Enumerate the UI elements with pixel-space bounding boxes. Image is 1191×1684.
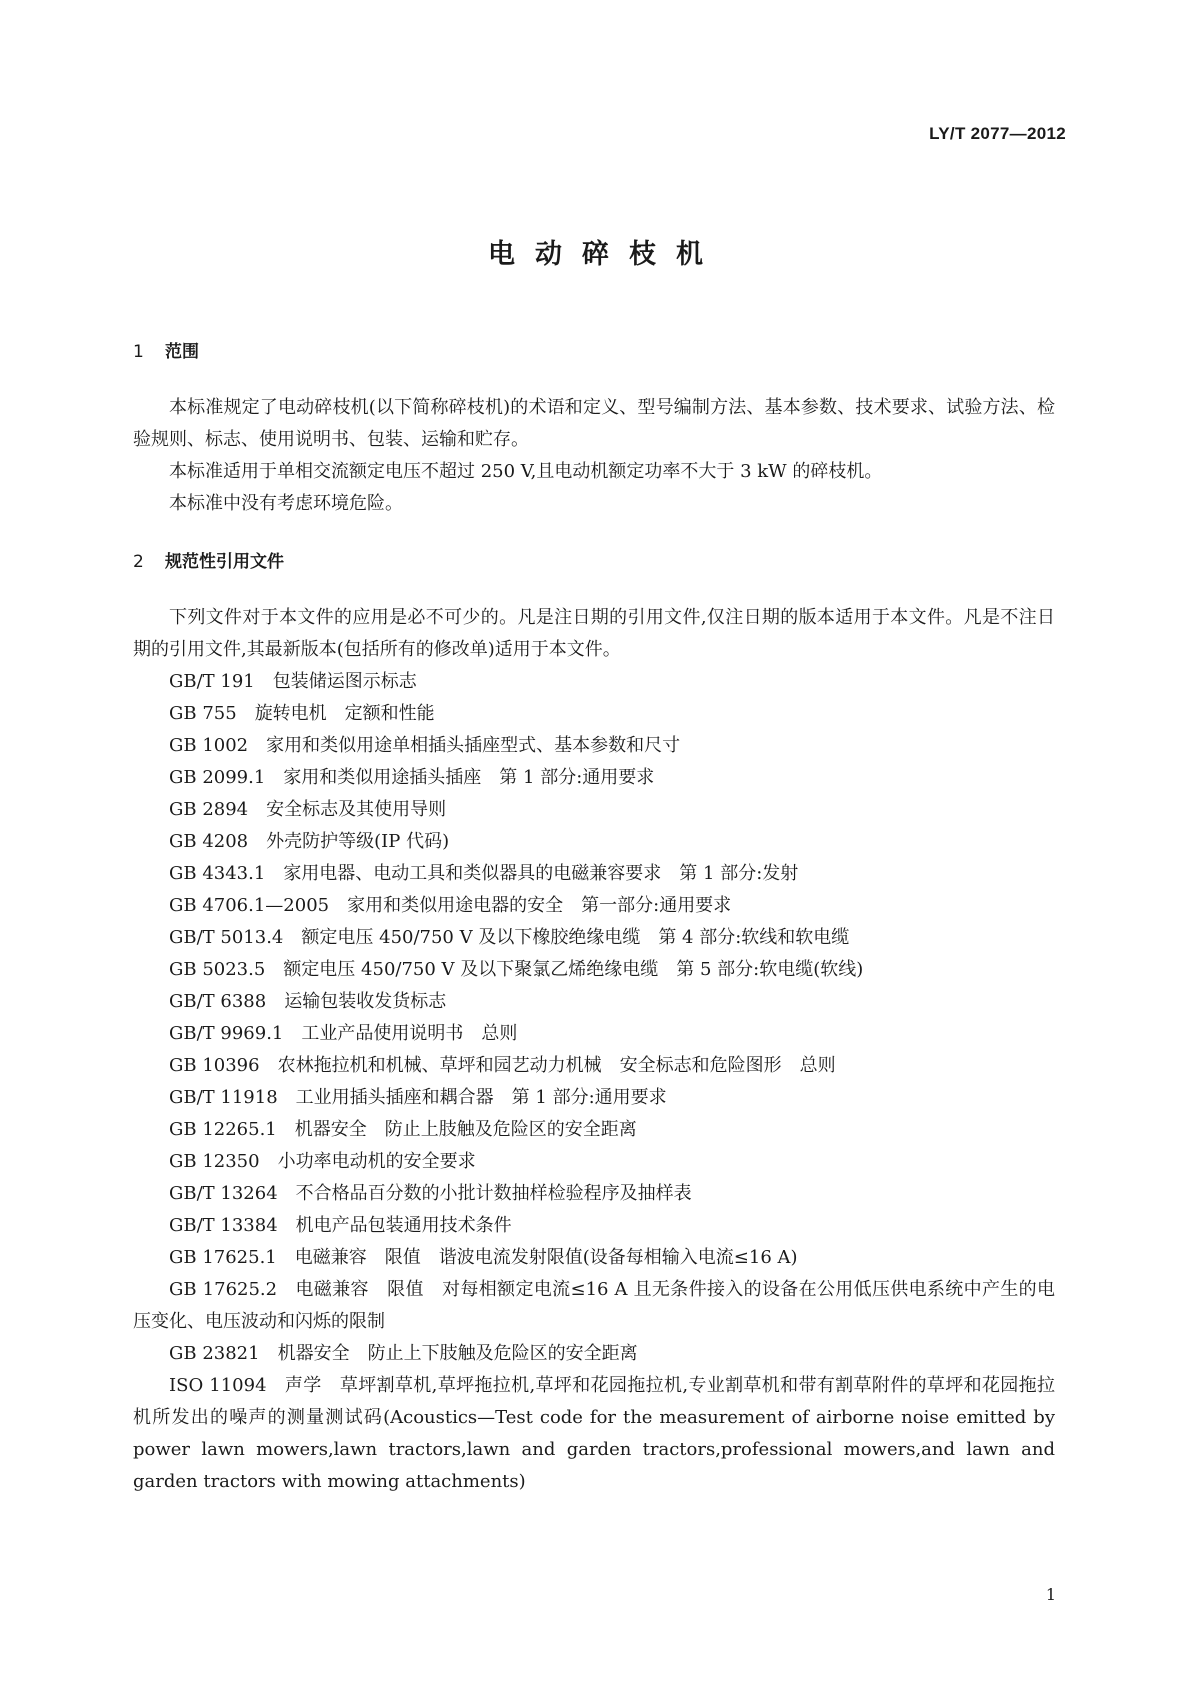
reference-code: GB 10396 [169, 1055, 260, 1076]
reference-title: 安全标志及其使用导则 [266, 799, 447, 820]
reference-item [133, 1146, 1055, 1178]
reference-code: GB 1002 [169, 735, 249, 756]
reference-code: GB/T 13264 [169, 1183, 278, 1204]
reference-code: GB 2894 [169, 799, 249, 820]
reference-item [133, 1050, 1055, 1082]
reference-title: 机器安全 防止上下肢触及危险区的安全距离 [277, 1343, 638, 1364]
reference-code: GB 12265.1 [169, 1119, 277, 1140]
document-body [133, 340, 1055, 1498]
reference-item [133, 986, 1055, 1018]
reference-item [133, 922, 1055, 954]
reference-title: 电磁兼容 限值 谐波电流发射限值(设备每相输入电流≤16 A) [294, 1247, 798, 1268]
reference-title: 小功率电动机的安全要求 [277, 1151, 476, 1172]
page-number: 1 [1045, 1585, 1056, 1604]
reference-title: 机电产品包装通用技术条件 [295, 1215, 512, 1236]
reference-item [133, 1370, 1055, 1498]
reference-item [133, 1018, 1055, 1050]
reference-item [133, 826, 1055, 858]
reference-title: 工业用插头插座和耦合器 第 1 部分:通用要求 [295, 1087, 667, 1108]
reference-title: 工业产品使用说明书 总则 [301, 1023, 518, 1044]
section-1-number: 1 [133, 342, 144, 362]
standard-code: LY/T 2077—2012 [929, 124, 1066, 143]
reference-code: GB 5023.5 [169, 959, 266, 980]
reference-title: 不合格品百分数的小批计数抽样检验程序及抽样表 [295, 1183, 692, 1204]
reference-title: 家用和类似用途电器的安全 第一部分:通用要求 [347, 895, 732, 916]
reference-item [133, 890, 1055, 922]
reference-title: 电磁兼容 限值 对每相额定电流≤16 A 且无条件接入的设备在公用低压供电系统中产生的电压变化、电压波动和闪烁的限制 [133, 1279, 1055, 1332]
reference-item [133, 730, 1055, 762]
reference-code: GB/T 11918 [169, 1087, 278, 1108]
reference-code: GB/T 9969.1 [169, 1023, 284, 1044]
reference-code: ISO 11094 [169, 1375, 267, 1396]
document-title: 电动碎枝机 [488, 239, 723, 270]
reference-item [133, 794, 1055, 826]
section-1-heading [133, 340, 1055, 364]
reference-list [133, 666, 1055, 1498]
reference-title: 额定电压 450/750 V 及以下橡胶绝缘电缆 第 4 部分:软线和软电缆 [301, 927, 850, 948]
reference-code: GB 12350 [169, 1151, 260, 1172]
reference-code: GB/T 191 [169, 671, 255, 692]
reference-item [133, 1114, 1055, 1146]
reference-title: 家用电器、电动工具和类似器具的电磁兼容要求 第 1 部分:发射 [283, 863, 799, 884]
reference-item [133, 1338, 1055, 1370]
reference-item [133, 1210, 1055, 1242]
reference-code: GB 17625.1 [169, 1247, 277, 1268]
reference-code: GB 23821 [169, 1343, 260, 1364]
reference-title: 运输包装收发货标志 [284, 991, 447, 1012]
reference-code: GB 4343.1 [169, 863, 266, 884]
reference-title: 声学 草坪割草机,草坪拖拉机,草坪和花园拖拉机,专业割草机和带有割草附件的草坪和花园拖拉机所发出的噪声的测量测试码(Acoustics—Test code for the measurement of airborne noise emitted by power lawn mowers,lawn tractors,lawn and garden tractors,professional mowers,and lawn and garden tractors with mowing attachments) [133, 1375, 1055, 1492]
reference-code: GB 2099.1 [169, 767, 266, 788]
reference-title: 外壳防护等级(IP 代码) [266, 831, 450, 852]
reference-title: 家用和类似用途插头插座 第 1 部分:通用要求 [283, 767, 655, 788]
section-1-title: 范围 [165, 342, 199, 362]
reference-item [133, 954, 1055, 986]
reference-title: 额定电压 450/750 V 及以下聚氯乙烯绝缘电缆 第 5 部分:软电缆(软线) [283, 959, 864, 980]
reference-code: GB/T 13384 [169, 1215, 278, 1236]
reference-code: GB 4208 [169, 831, 249, 852]
reference-code: GB/T 5013.4 [169, 927, 284, 948]
reference-code: GB 17625.2 [169, 1279, 278, 1300]
reference-item [133, 698, 1055, 730]
references-intro: 下列文件对于本文件的应用是必不可少的。凡是注日期的引用文件,仅注日期的版本适用于本文件。凡是不注日期的引用文件,其最新版本(包括所有的修改单)适用于本文件。 [133, 607, 1055, 660]
reference-title: 旋转电机 定额和性能 [254, 703, 435, 724]
reference-title: 包装储运图示标志 [272, 671, 417, 692]
reference-code: GB 4706.1—2005 [169, 895, 330, 916]
reference-item [133, 1082, 1055, 1114]
scope-paragraph-3: 本标准中没有考虑环境危险。 [169, 493, 403, 514]
scope-paragraph-2: 本标准适用于单相交流额定电压不超过 250 V,且电动机额定功率不大于 3 kW 的碎枝机。 [169, 461, 883, 482]
reference-title: 农林拖拉机和机械、草坪和园艺动力机械 安全标志和危险图形 总则 [277, 1055, 836, 1076]
reference-item [133, 858, 1055, 890]
section-2-number: 2 [133, 552, 144, 572]
reference-item [133, 666, 1055, 698]
section-2-title: 规范性引用文件 [165, 552, 284, 572]
reference-code: GB 755 [169, 703, 237, 724]
reference-item [133, 1274, 1055, 1338]
scope-paragraph-1: 本标准规定了电动碎枝机(以下简称碎枝机)的术语和定义、型号编制方法、基本参数、技术要求、试验方法、检验规则、标志、使用说明书、包装、运输和贮存。 [133, 397, 1055, 450]
reference-code: GB/T 6388 [169, 991, 267, 1012]
reference-item [133, 1178, 1055, 1210]
reference-item [133, 1242, 1055, 1274]
reference-title: 机器安全 防止上肢触及危险区的安全距离 [294, 1119, 637, 1140]
reference-item [133, 762, 1055, 794]
section-2-heading [133, 550, 1055, 574]
reference-title: 家用和类似用途单相插头插座型式、基本参数和尺寸 [266, 735, 681, 756]
